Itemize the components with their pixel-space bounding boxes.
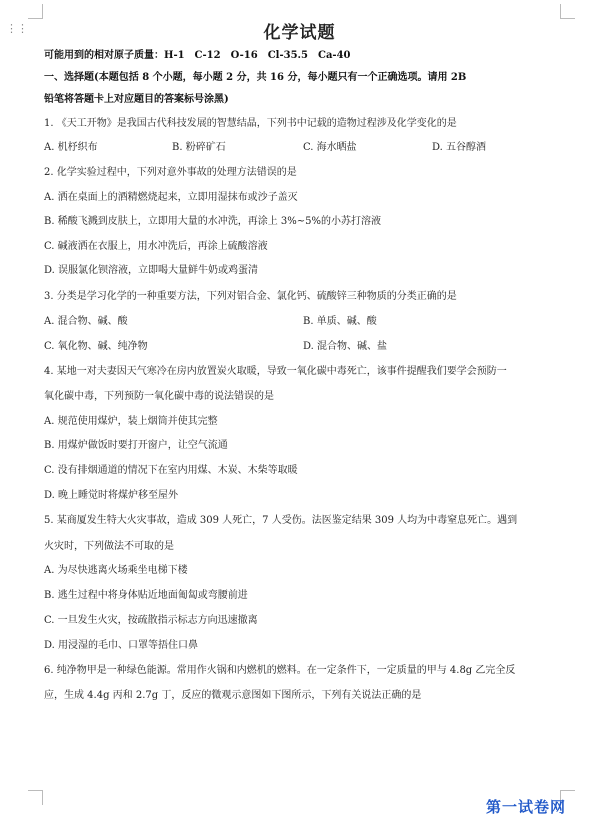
question-1-option-b: B. 粉碎矿石	[172, 142, 226, 153]
question-2-option-a: A. 洒在桌面上的酒精燃烧起来，立即用湿抹布或沙子盖灭	[44, 192, 298, 203]
crop-mark-top-right	[560, 4, 575, 19]
question-1-stem: 1. 《天工开物》是我国古代科技发展的智慧结晶，下列书中记载的造物过程涉及化学变化的是	[44, 118, 457, 129]
question-2-option-b: B. 稀酸飞溅到皮肤上，立即用大量的水冲洗，再涂上 3%~5%的小苏打溶液	[44, 216, 381, 227]
question-2-option-d: D. 误服氯化钡溶液，立即喝大量鲜牛奶或鸡蛋清	[44, 265, 259, 276]
question-6-stem-line2: 应，生成 4.4g 丙和 2.7g 丁，反应的微观示意图如下图所示，下列有关说法正确的是	[44, 690, 422, 701]
question-2-stem: 2. 化学实验过程中，下列对意外事故的处理方法错误的是	[44, 167, 297, 178]
atomic-masses-note: 可能用到的相对原子质量：H-1 C-12 O-16 Cl-35.5 Ca-40	[44, 50, 351, 61]
drag-handle-icon[interactable]: ⋮⋮	[6, 22, 28, 35]
question-4-option-d: D. 晚上睡觉时将煤炉移至屋外	[44, 490, 179, 501]
question-3-option-b: B. 单质、碱、酸	[303, 316, 377, 327]
question-3-option-c: C. 氧化物、碱、纯净物	[44, 341, 148, 352]
crop-mark-top-left	[28, 4, 43, 19]
question-4-stem-line2: 氧化碳中毒，下列预防一氧化碳中毒的说法错误的是	[44, 391, 274, 402]
question-1-option-a: A. 机杼织布	[44, 142, 98, 153]
site-watermark: 第一试卷网	[486, 798, 567, 816]
question-5-option-a: A. 为尽快逃离火场乘坐电梯下楼	[44, 565, 188, 576]
section-instructions-line2: 铅笔将答题卡上对应题目的答案标号涂黑)	[44, 94, 229, 105]
question-4-option-c: C. 没有排烟通道的情况下在室内用煤、木炭、木柴等取暖	[44, 465, 298, 476]
question-5-option-b: B. 逃生过程中将身体贴近地面匍匐或弯腰前进	[44, 590, 248, 601]
question-5-stem-line1: 5. 某商厦发生特大火灾事故，造成 309 人死亡，7 人受伤。法医鉴定结果 309 人均为中毒窒息死亡。遇到	[44, 515, 518, 526]
question-5-option-d: D. 用浸湿的毛巾、口罩等捂住口鼻	[44, 640, 199, 651]
question-4-option-b: B. 用煤炉做饭时要打开窗户，让空气流通	[44, 440, 228, 451]
section-instructions-line1: 一、选择题(本题包括 8 个小题，每小题 2 分，共 16 分，每小题只有一个正确选项。请用 2B	[44, 72, 467, 83]
question-5-stem-line2: 火灾时，下列做法不可取的是	[44, 541, 174, 552]
question-3-stem: 3. 分类是学习化学的一种重要方法，下列对铝合金、氯化钙、硫酸锌三种物质的分类正确的是	[44, 291, 457, 302]
crop-mark-bottom-left	[28, 790, 43, 805]
question-1-option-d: D. 五谷醇酒	[432, 142, 487, 153]
question-5-option-c: C. 一旦发生火灾，按疏散指示标志方向迅速撤离	[44, 615, 258, 626]
question-3-option-d: D. 混合物、碱、盐	[303, 341, 388, 352]
question-4-stem-line1: 4. 某地一对夫妻因天气寒冷在房内放置炭火取暖，导致一氧化碳中毒死亡，该事件提醒我们要学会预防一	[44, 366, 507, 377]
question-2-option-c: C. 碱液洒在衣服上，用水冲洗后，再涂上硫酸溶液	[44, 241, 268, 252]
question-6-stem-line1: 6. 纯净物甲是一种绿色能源。常用作火锅和内燃机的燃料。在一定条件下，一定质量的甲与 4.8g 乙完全反	[44, 665, 516, 676]
question-4-option-a: A. 规范使用煤炉，装上烟筒并使其完整	[44, 416, 218, 427]
page-title: 化学试题	[263, 23, 336, 43]
question-3-option-a: A. 混合物、碱、酸	[44, 316, 128, 327]
question-1-option-c: C. 海水晒盐	[303, 142, 357, 153]
